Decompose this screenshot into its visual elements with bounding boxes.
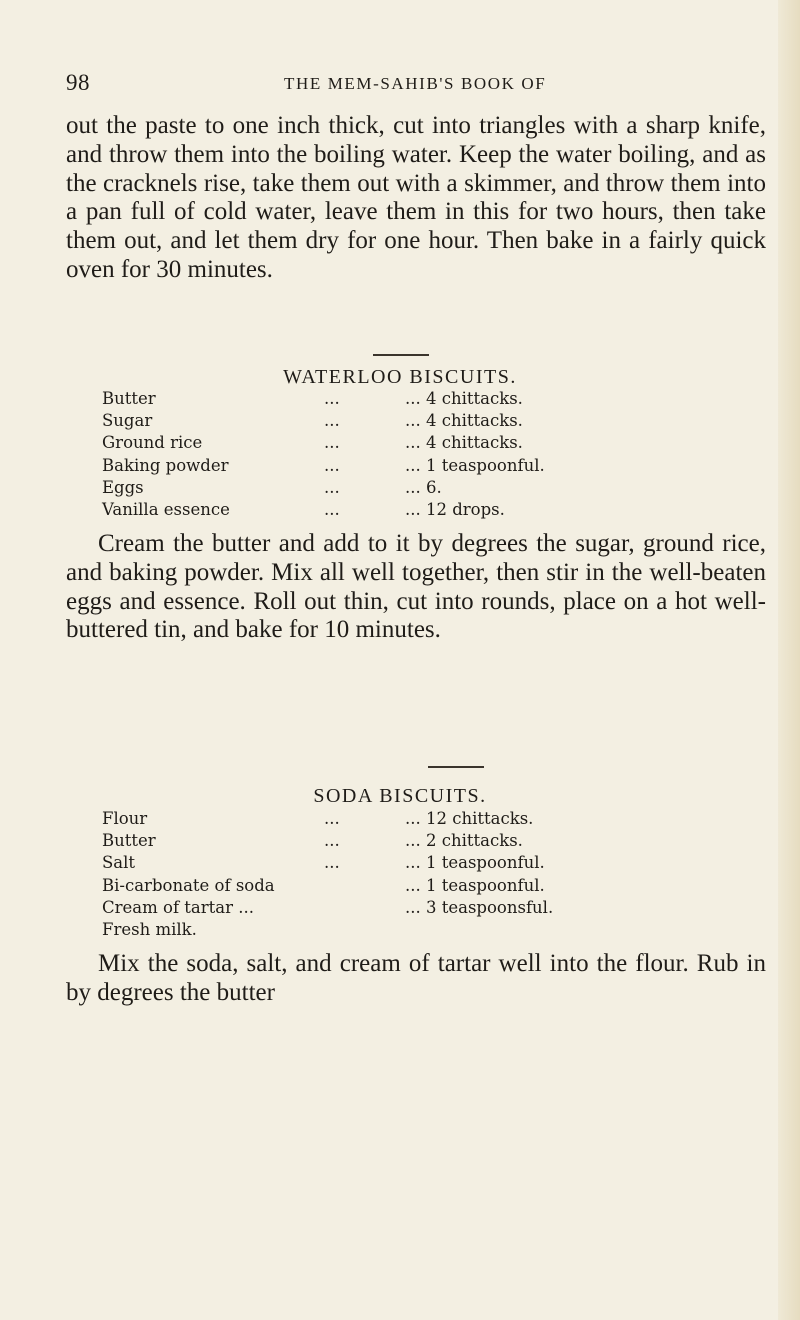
ingredient-quantity: ... 12 chittacks. xyxy=(405,809,534,828)
ingredient-row xyxy=(102,853,722,875)
page-edge xyxy=(778,0,800,1320)
leader-dots: ... xyxy=(324,499,340,519)
ingredient-name: Butter xyxy=(102,831,156,851)
ingredient-quantity: ... 3 teaspoonsful. xyxy=(405,897,554,917)
ingredient-row xyxy=(102,411,722,433)
ingredient-row xyxy=(102,389,722,411)
section-divider xyxy=(373,354,429,356)
intro-paragraph: out the paste to one inch thick, cut into triangles with a sharp knife, and throw them into the boiling water. Keep the water boiling, and as the cracknels rise, take them out with a skimmer, and throw them into a pan full of cold water, leave them in this for two hours, then take them out, and let them dry for one hour. Then bake in a fairly quick oven for 30 minutes. xyxy=(66,112,766,283)
ingredient-name: Eggs xyxy=(102,477,144,497)
ingredient-quantity: ... 1 teaspoonful. xyxy=(405,853,545,873)
page-number: 98 xyxy=(66,70,90,95)
leader-dots: ... xyxy=(324,809,340,828)
leader-dots: ... xyxy=(324,853,340,873)
ingredient-name: Fresh milk. xyxy=(102,919,197,939)
ingredient-row xyxy=(102,433,722,455)
running-head: THE MEM-SAHIB'S BOOK OF xyxy=(284,74,547,93)
ingredient-quantity: ... 4 chittacks. xyxy=(405,411,523,431)
ingredient-row xyxy=(102,456,722,478)
ingredient-quantity: ... 1 teaspoonful. xyxy=(405,455,545,475)
ingredient-name: Ground rice xyxy=(102,433,203,453)
ingredient-name: Vanilla essence xyxy=(102,499,230,519)
ingredient-name: Baking powder xyxy=(102,455,229,475)
waterloo-method: Cream the butter and add to it by degrees the sugar, ground rice, and baking powder. Mix all well together, then stir in the well-beaten eggs and essence. Roll out thin, cut into rounds, place on a hot well-buttered tin, and bake for 10 minutes. xyxy=(66,530,766,644)
ingredient-quantity: ... 4 chittacks. xyxy=(405,389,523,408)
ingredient-name: Flour xyxy=(102,809,148,828)
soda-ingredients xyxy=(102,809,722,942)
ingredient-quantity: ... 6. xyxy=(405,477,442,497)
waterloo-ingredients xyxy=(102,389,722,522)
soda-title: SODA BISCUITS. xyxy=(313,785,487,807)
section-divider xyxy=(428,766,484,768)
ingredient-name: Cream of tartar ... xyxy=(102,897,254,917)
ingredient-row xyxy=(102,831,722,853)
ingredient-quantity: ... 12 drops. xyxy=(405,499,505,519)
ingredient-name: Butter xyxy=(102,389,156,408)
leader-dots: ... xyxy=(324,831,340,851)
soda-method: Mix the soda, salt, and cream of tartar well into the flour. Rub in by degrees the butter xyxy=(66,950,766,1006)
leader-dots: ... xyxy=(324,433,340,453)
ingredient-name: Bi-carbonate of soda xyxy=(102,875,275,895)
leader-dots: ... xyxy=(324,477,340,497)
leader-dots: ... xyxy=(324,455,340,475)
ingredient-quantity: ... 2 chittacks. xyxy=(405,831,523,851)
ingredient-row xyxy=(102,876,722,898)
ingredient-row xyxy=(102,478,722,500)
leader-dots: ... xyxy=(324,411,340,431)
ingredient-quantity: ... 1 teaspoonful. xyxy=(405,875,545,895)
ingredient-name: Salt xyxy=(102,853,136,873)
ingredient-row xyxy=(102,898,722,920)
ingredient-row xyxy=(102,500,722,522)
leader-dots: ... xyxy=(324,389,340,408)
ingredient-name: Sugar xyxy=(102,411,153,431)
ingredient-quantity: ... 4 chittacks. xyxy=(405,433,523,453)
ingredient-row xyxy=(102,920,722,942)
ingredient-row xyxy=(102,809,722,831)
waterloo-title: WATERLOO BISCUITS. xyxy=(283,366,517,388)
